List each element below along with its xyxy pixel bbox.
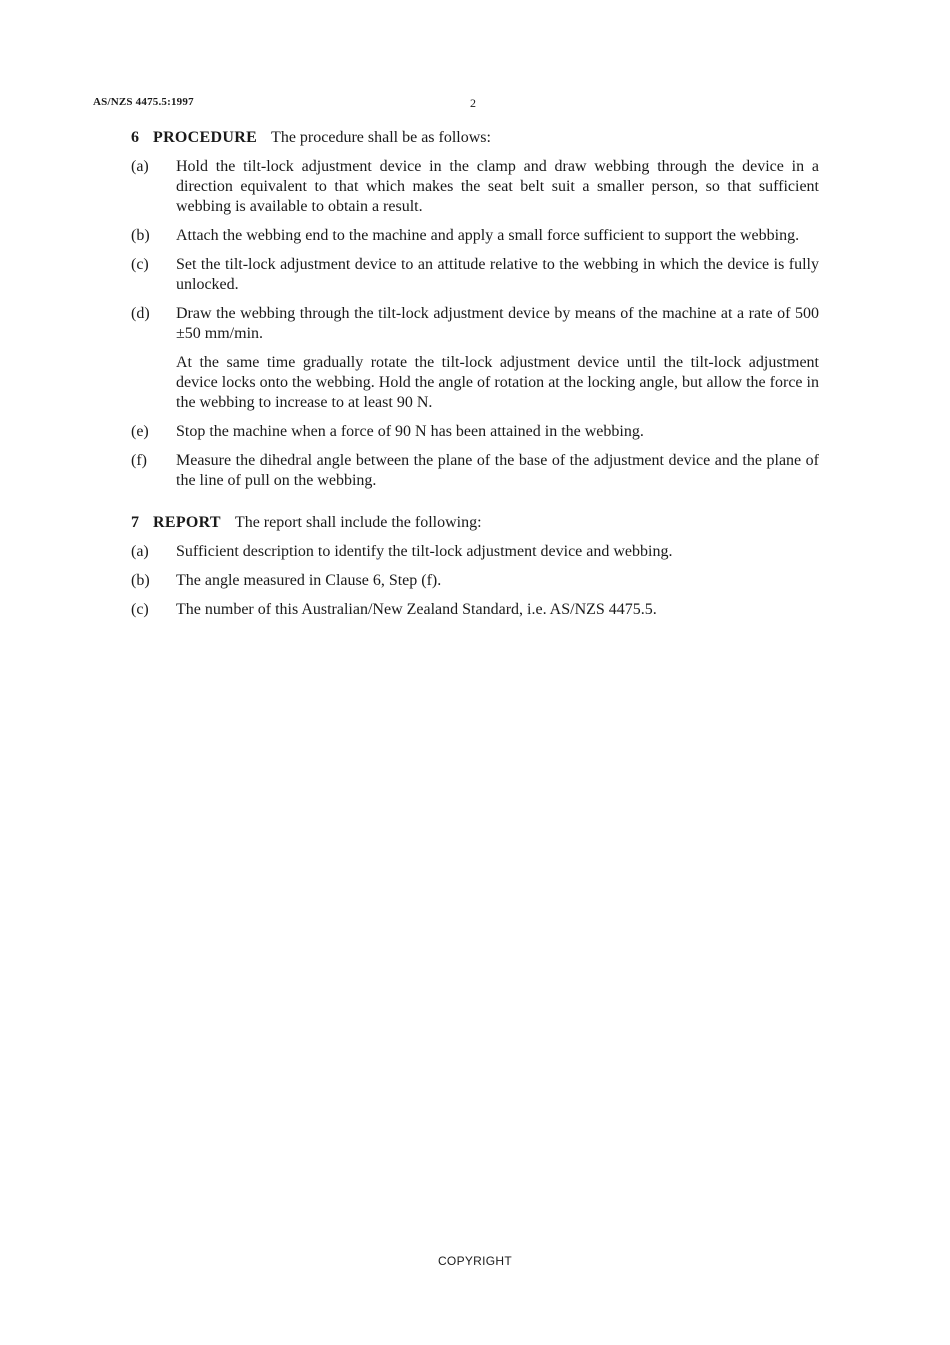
section-number: 6 [131,129,139,146]
list-item-procedure-d [131,304,819,344]
section-intro: The procedure shall be as follows: [271,129,491,146]
section-number: 7 [131,514,139,531]
section-heading-report [131,513,819,533]
list-item-text: Stop the machine when a force of 90 N has been attained in the webbing. [176,423,644,440]
list-item-procedure-f [131,451,819,491]
section-spacer [131,500,819,513]
list-item-subparagraph: At the same time gradually rotate the tilt-lock adjustment device until the tilt-lock adjustment device locks onto the webbing. Hold the angle of rotation at the locking angle, but allow the force in the webbing to increase to at least 90 N. [176,354,819,411]
list-item-text: The number of this Australian/New Zealand Standard, i.e. AS/NZS 4475.5. [176,601,657,618]
list-item-label: (a) [131,158,149,175]
list-item-label: (b) [131,227,150,244]
document-body [131,128,819,629]
list-item-label: (c) [131,256,149,273]
list-item-report-a [131,542,819,562]
list-item-label: (b) [131,572,150,589]
page-number: 2 [470,96,476,110]
list-item-text: Draw the webbing through the tilt-lock adjustment device by means of the machine at a rate of 500 ±50 mm/min. [176,305,819,342]
list-item-procedure-a [131,157,819,217]
list-item-procedure-e [131,422,819,442]
list-item-label: (a) [131,543,149,560]
list-item-report-c [131,600,819,620]
section-intro: The report shall include the following: [234,514,482,531]
list-item-label: (c) [131,601,149,618]
list-item-text: The angle measured in Clause 6, Step (f). [176,572,442,589]
list-item-text: Measure the dihedral angle between the plane of the base of the adjustment device and the plane of the line of pull on the webbing. [176,452,819,489]
list-item-text: Sufficient description to identify the tilt-lock adjustment device and webbing. [176,543,673,560]
section-heading-procedure [131,128,819,148]
list-item-text: Attach the webbing end to the machine and apply a small force sufficient to support the webbing. [176,227,800,244]
list-item-label: (e) [131,423,149,440]
section-title: PROCEDURE [153,129,258,146]
list-item-procedure-c [131,255,819,295]
list-item-report-b [131,571,819,591]
standard-reference: AS/NZS 4475.5:1997 [93,96,194,108]
list-item-text: Set the tilt-lock adjustment device to an attitude relative to the webbing in which the device is fully unlocked. [176,256,819,293]
list-item-text: Hold the tilt-lock adjustment device in the clamp and draw webbing through the device in a direction equivalent to that which makes the seat belt suit a smaller person, so that sufficient webbing is available to obtain a result. [176,158,819,215]
copyright-footer: COPYRIGHT [437,1254,513,1268]
list-item-procedure-b [131,226,819,246]
section-title: REPORT [153,514,221,531]
list-item-label: (f) [131,452,147,469]
list-item-label: (d) [131,305,150,322]
